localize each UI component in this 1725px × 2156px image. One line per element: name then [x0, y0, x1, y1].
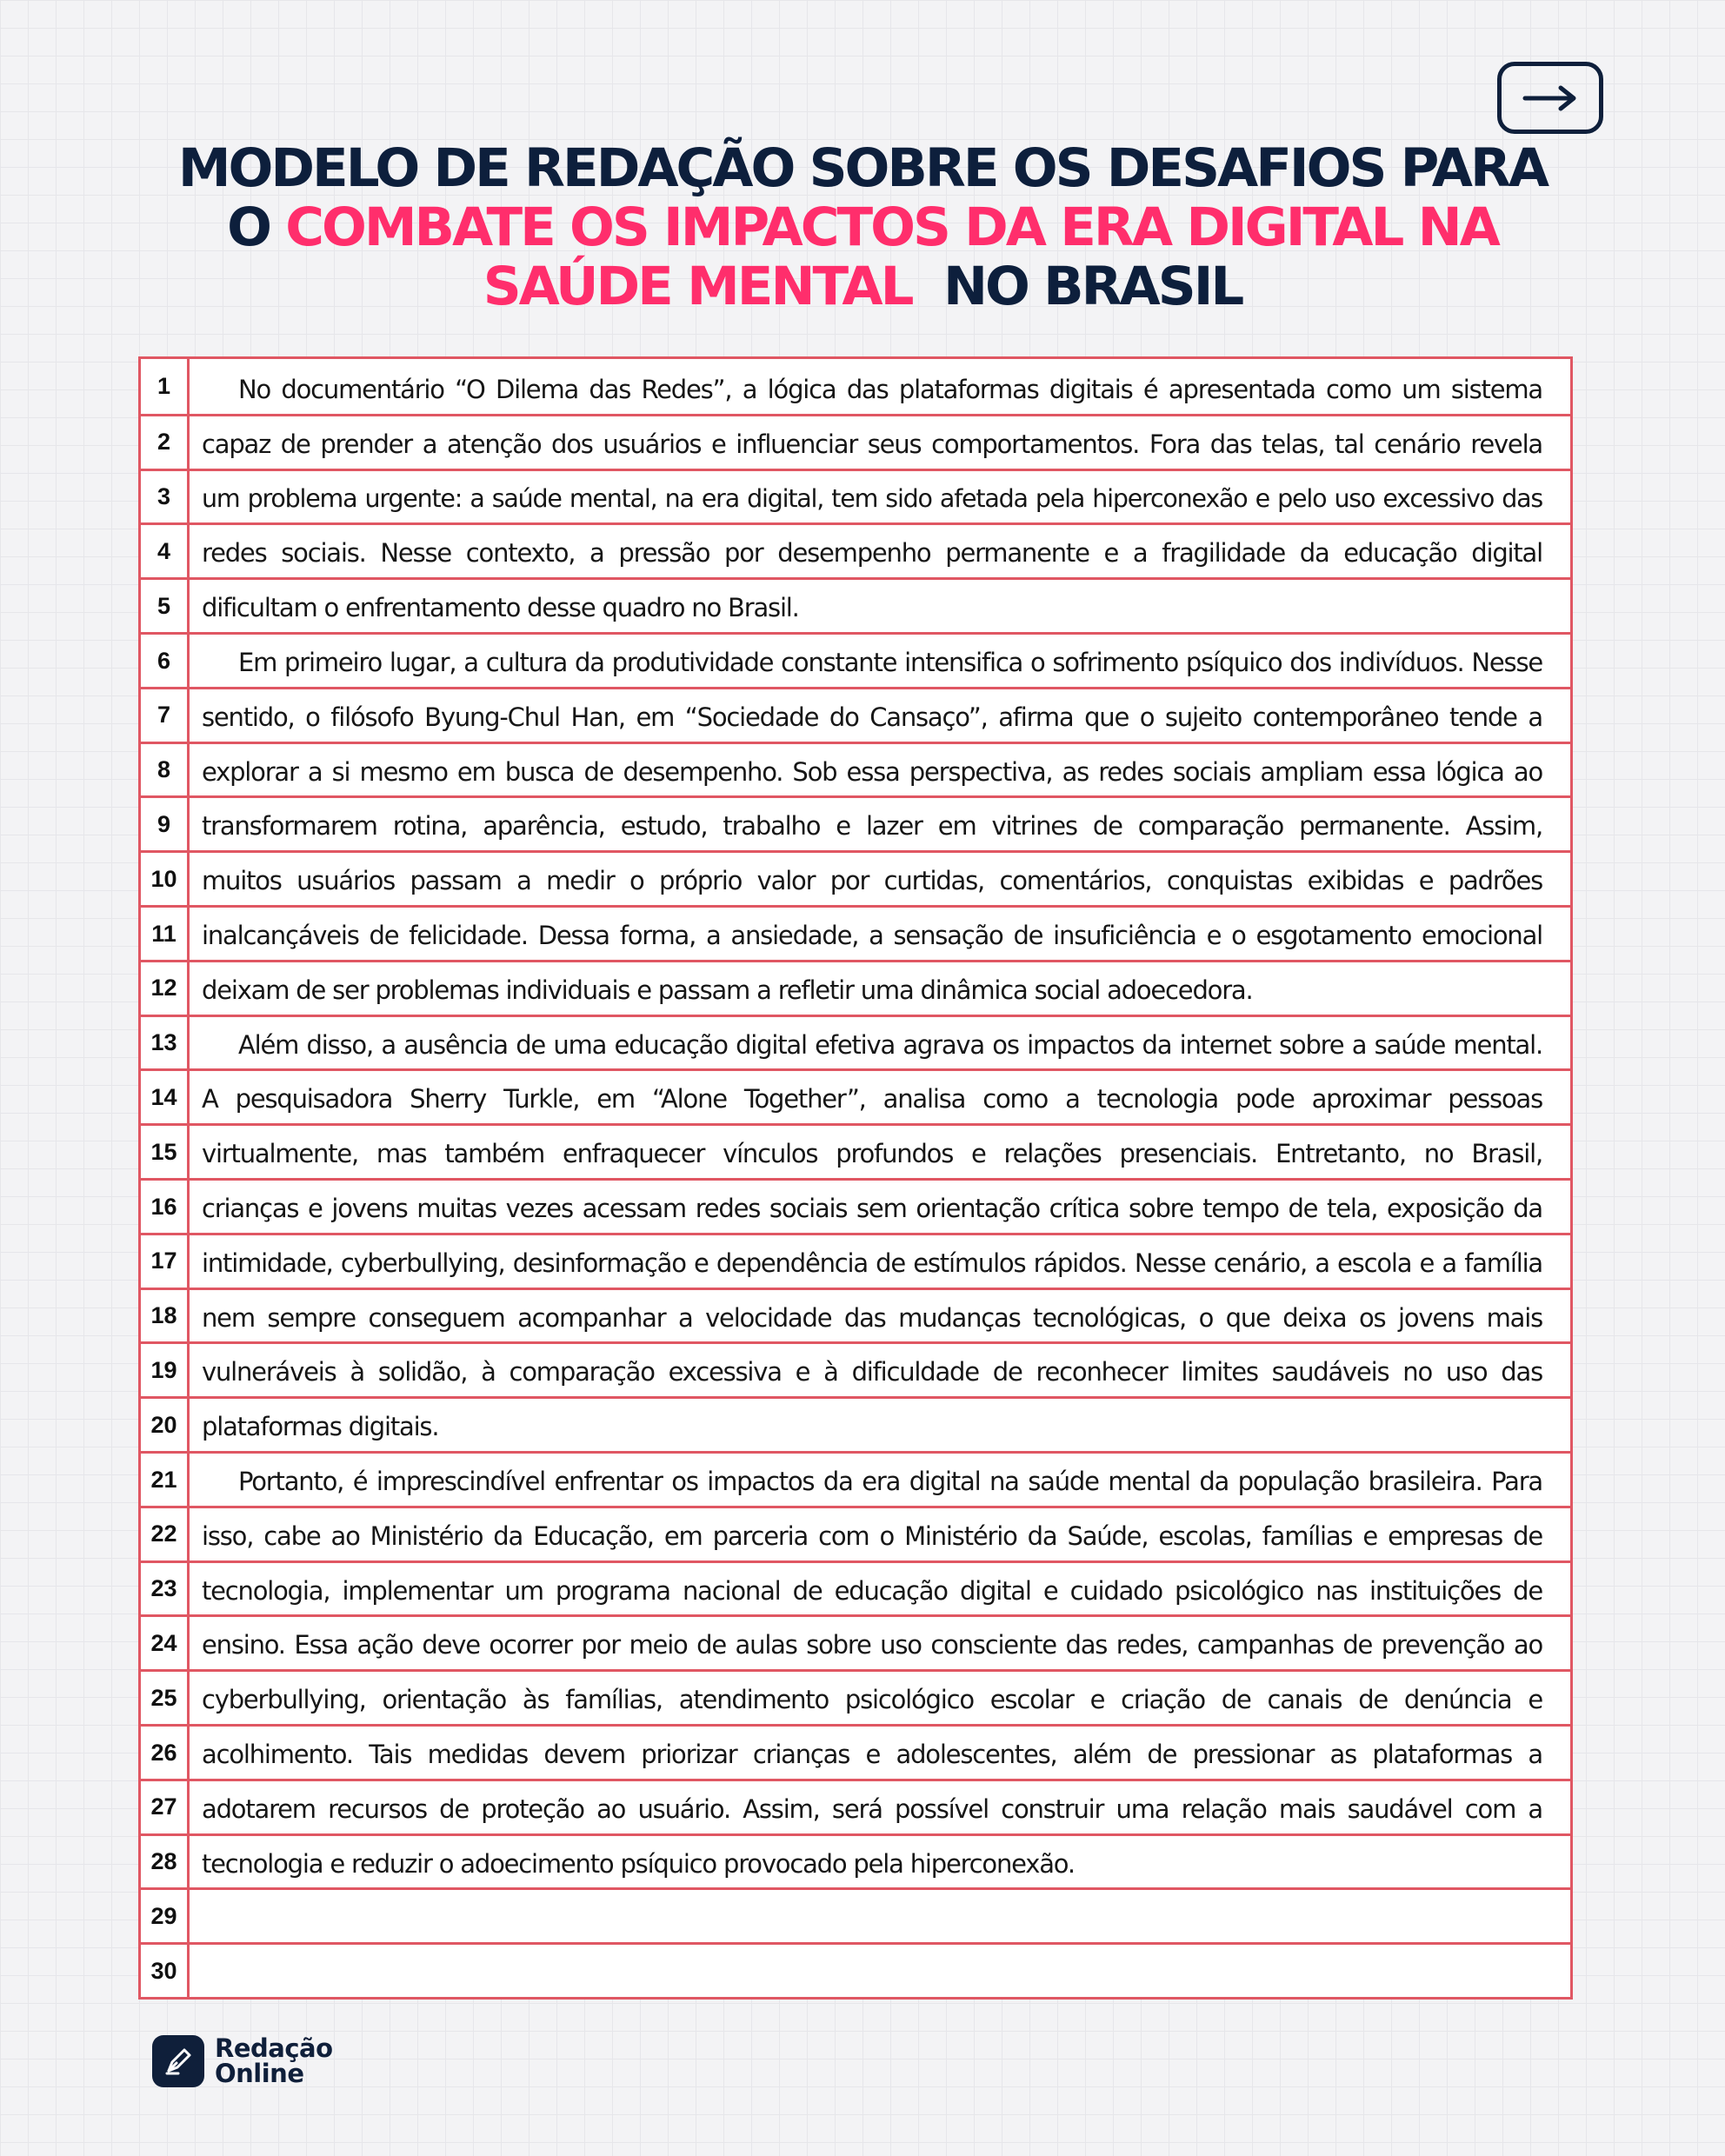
- line-text: um problema urgente: a saúde mental, na era digital, tem sido afetada pela hiperconexão e pelo uso excessivo das: [202, 483, 1542, 513]
- essay-line: [141, 905, 1570, 960]
- arrow-right-icon: [1522, 84, 1579, 112]
- line-number: 19: [141, 1344, 190, 1396]
- line-text: transformarem rotina, aparência, estudo, trabalho e lazer em vitrines de comparação permanente. Assim,: [202, 811, 1542, 842]
- line-number: 7: [141, 689, 190, 742]
- essay-line: [141, 1887, 1570, 1942]
- title-line-2-prefix: O: [227, 196, 270, 258]
- line-number: 26: [141, 1727, 190, 1779]
- essay-line: [141, 850, 1570, 905]
- essay-line: [141, 960, 1570, 1015]
- line-number: 17: [141, 1235, 190, 1288]
- line-number: 28: [141, 1836, 190, 1888]
- line-text: tecnologia, implementar um programa nacional de educação digital e cuidado psicológico nas instituições de: [202, 1575, 1542, 1606]
- pen-nib-icon: [152, 2035, 204, 2087]
- line-number: 10: [141, 853, 190, 905]
- line-number: 15: [141, 1126, 190, 1178]
- essay-line: [141, 1233, 1570, 1288]
- essay-line: [141, 1833, 1570, 1888]
- line-text: [202, 1955, 1542, 1990]
- essay-line: [141, 1614, 1570, 1669]
- page-title: [87, 139, 1638, 316]
- line-text: muitos usuários passam a medir o próprio valor por curtidas, comentários, conquistas exibidas e padrões: [202, 866, 1542, 896]
- line-text: ensino. Essa ação deve ocorrer por meio de aulas sobre uso consciente das redes, campanhas de prevenção ao: [202, 1630, 1542, 1660]
- line-number: 4: [141, 525, 190, 577]
- essay-line: [141, 469, 1570, 523]
- line-text: crianças e jovens muitas vezes acessam redes sociais sem orientação crítica sobre tempo de tela, exposição da: [202, 1194, 1542, 1223]
- essay-line: [141, 632, 1570, 687]
- line-number: 30: [141, 1945, 190, 1997]
- line-text: plataformas digitais.: [202, 1412, 439, 1442]
- line-text: sentido, o filósofo Byung-Chul Han, em “Sociedade do Cansaço”, afirma que o sujeito contemporâneo tende a: [202, 702, 1542, 732]
- line-number: 20: [141, 1399, 190, 1451]
- line-text: [202, 1900, 1542, 1935]
- line-number: 9: [141, 798, 190, 850]
- line-text: acolhimento. Tais medidas devem priorizar crianças e adolescentes, além de pressionar as plataformas a: [202, 1740, 1542, 1769]
- line-number: 2: [141, 416, 190, 469]
- essay-line: [141, 1341, 1570, 1396]
- line-text: adotarem recursos de proteção ao usuário. Assim, será possível construir uma relação mais saudável com a: [202, 1793, 1542, 1824]
- essay-sheet: [138, 356, 1573, 2000]
- line-text: Em primeiro lugar, a cultura da produtividade constante intensifica o sofrimento psíquico dos indivíduos. Nesse: [238, 648, 1542, 677]
- line-text: Portanto, é imprescindível enfrentar os impactos da era digital na saúde mental da população brasileira. Para: [238, 1467, 1542, 1496]
- essay-line: [141, 1451, 1570, 1506]
- essay-line: [141, 1724, 1570, 1779]
- title-line-1: MODELO DE REDAÇÃO SOBRE OS DESAFIOS PARA: [177, 137, 1548, 199]
- next-button[interactable]: [1497, 62, 1603, 134]
- line-number: 18: [141, 1290, 190, 1342]
- essay-line: [141, 795, 1570, 850]
- essay-line: [141, 1288, 1570, 1342]
- line-number: 16: [141, 1181, 190, 1233]
- line-number: 11: [141, 908, 190, 960]
- line-number: 22: [141, 1508, 190, 1560]
- essay-line: [141, 1015, 1570, 1069]
- essay-line: [141, 522, 1570, 577]
- title-line-2: [87, 198, 1638, 257]
- title-line-3: [87, 257, 1638, 316]
- brand-line-1: Redação: [215, 2033, 333, 2063]
- line-text: inalcançáveis de felicidade. Dessa forma, a ansiedade, a sensação de insuficiência e o esgotamento emocional: [202, 921, 1542, 950]
- essay-line: [141, 687, 1570, 742]
- title-highlight-1: COMBATE OS IMPACTOS DA ERA DIGITAL NA: [285, 196, 1498, 258]
- brand-logo: [152, 2035, 333, 2087]
- essay-line: [141, 414, 1570, 469]
- line-number: 1: [141, 359, 190, 414]
- line-number: 25: [141, 1672, 190, 1724]
- line-text: capaz de prender a atenção dos usuários e influenciar seus comportamentos. Fora das telas, tal cenário revela: [202, 429, 1542, 459]
- essay-line: [141, 1178, 1570, 1233]
- essay-line: [141, 742, 1570, 796]
- line-number: 6: [141, 635, 190, 687]
- line-number: 23: [141, 1563, 190, 1615]
- line-number: 3: [141, 471, 190, 523]
- essay-line: [141, 1560, 1570, 1615]
- line-text: A pesquisadora Sherry Turkle, em “Alone Together”, analisa como a tecnologia pode aproximar pessoas: [202, 1084, 1542, 1115]
- essay-line: [141, 1506, 1570, 1560]
- essay-line: [141, 1123, 1570, 1178]
- line-text: redes sociais. Nesse contexto, a pressão por desempenho permanente e a fragilidade da educação digital: [202, 538, 1542, 569]
- line-number: 5: [141, 580, 190, 632]
- line-number: 14: [141, 1071, 190, 1123]
- line-text: explorar a si mesmo em busca de desempenho. Sob essa perspectiva, as redes sociais ampliam essa lógica ao: [202, 756, 1542, 787]
- brand-line-2: Online: [215, 2059, 304, 2088]
- line-text: nem sempre conseguem acompanhar a velocidade das mudanças tecnológicas, o que deixa os jovens mais: [202, 1302, 1542, 1333]
- line-text: intimidade, cyberbullying, desinformação e dependência de estímulos rápidos. Nesse cenário, a escola e a família: [202, 1248, 1542, 1278]
- line-text: virtualmente, mas também enfraquecer vínculos profundos e relações presenciais. Entretanto, no Brasil,: [202, 1139, 1542, 1169]
- essay-line: [141, 1396, 1570, 1451]
- line-number: 29: [141, 1890, 190, 1942]
- line-number: 27: [141, 1781, 190, 1833]
- line-number: 21: [141, 1454, 190, 1506]
- essay-line: [141, 359, 1570, 414]
- line-text: dificultam o enfrentamento desse quadro no Brasil.: [202, 593, 799, 623]
- line-text: vulneráveis à solidão, à comparação excessiva e à dificuldade de reconhecer limites saudáveis no uso das: [202, 1357, 1542, 1387]
- essay-line: [141, 1942, 1570, 1997]
- brand-name: [215, 2033, 333, 2088]
- line-text: Além disso, a ausência de uma educação digital efetiva agrava os impactos da internet sobre a saúde mental.: [238, 1029, 1542, 1060]
- title-line-3-suffix: NO BRASIL: [942, 256, 1242, 317]
- essay-line: [141, 1068, 1570, 1123]
- line-number: 13: [141, 1017, 190, 1069]
- line-text: cyberbullying, orientação às famílias, atendimento psicológico escolar e criação de canais de denúncia e: [202, 1685, 1542, 1715]
- line-text: isso, cabe ao Ministério da Educação, em parceria com o Ministério da Saúde, escolas, famílias e empresas de: [202, 1521, 1542, 1551]
- line-text: deixam de ser problemas individuais e passam a refletir uma dinâmica social adoecedora.: [202, 975, 1253, 1005]
- line-number: 8: [141, 744, 190, 796]
- line-text: tecnologia e reduzir o adoecimento psíquico provocado pela hiperconexão.: [202, 1848, 1075, 1879]
- essay-line: [141, 1779, 1570, 1833]
- essay-line: [141, 1669, 1570, 1724]
- title-highlight-2: SAÚDE MENTAL: [483, 256, 912, 317]
- line-number: 12: [141, 962, 190, 1015]
- line-number: 24: [141, 1617, 190, 1669]
- essay-line: [141, 577, 1570, 632]
- line-text: No documentário “O Dilema das Redes”, a lógica das plataformas digitais é apresentada como um sistema: [238, 375, 1542, 404]
